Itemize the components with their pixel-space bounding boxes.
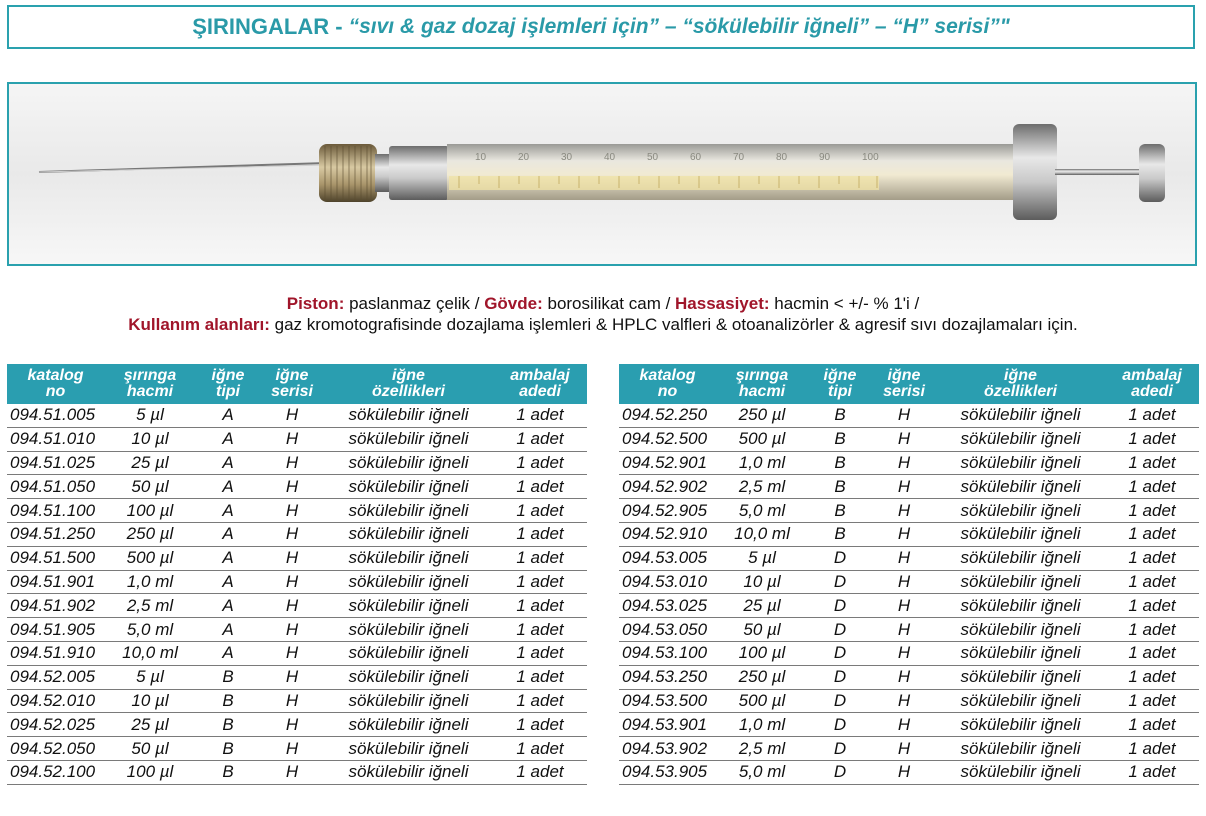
cell-needle-feature: sökülebilir iğneli	[324, 713, 493, 737]
cell-catalog-no: 094.53.500	[619, 689, 716, 713]
scale-label: 100	[862, 152, 879, 163]
usage-line	[0, 315, 1206, 335]
cell-needle-feature: sökülebilir iğneli	[324, 475, 493, 499]
table-row	[619, 570, 1199, 594]
cell-catalog-no: 094.51.100	[7, 499, 104, 523]
cell-needle-feature: sökülebilir iğneli	[324, 522, 493, 546]
cell-needle-type: A	[196, 522, 260, 546]
header-needle-series	[872, 364, 936, 404]
cell-package-qty: 1 adet	[493, 475, 587, 499]
cell-catalog-no: 094.52.010	[7, 689, 104, 713]
header-line: no	[657, 383, 678, 400]
cell-needle-feature: sökülebilir iğneli	[936, 427, 1105, 451]
header-line: katalog	[639, 367, 696, 384]
table-row	[7, 641, 587, 665]
cell-catalog-no: 094.52.050	[7, 737, 104, 761]
header-line: hacmi	[738, 383, 786, 400]
cell-needle-type: A	[196, 475, 260, 499]
cell-catalog-no: 094.53.250	[619, 665, 716, 689]
cell-syringe-volume: 250 µl	[716, 665, 808, 689]
cell-needle-series: H	[872, 427, 936, 451]
cell-needle-type: B	[808, 522, 872, 546]
scale-label: 50	[647, 152, 659, 163]
govde-value: borosilikat cam /	[542, 294, 676, 313]
cell-needle-type: A	[196, 499, 260, 523]
cell-syringe-volume: 25 µl	[104, 451, 196, 475]
cell-package-qty: 1 adet	[1105, 522, 1199, 546]
cell-syringe-volume: 250 µl	[104, 522, 196, 546]
hassasiyet-value: hacmin < +/- % 1'i /	[769, 294, 920, 313]
cell-needle-feature: sökülebilir iğneli	[936, 689, 1105, 713]
cell-catalog-no: 094.52.910	[619, 522, 716, 546]
header-row	[619, 364, 1199, 404]
cell-needle-feature: sökülebilir iğneli	[324, 427, 493, 451]
cell-needle-feature: sökülebilir iğneli	[936, 665, 1105, 689]
header-line: serisi	[883, 383, 925, 400]
header-line: adedi	[519, 383, 561, 400]
cell-needle-series: H	[872, 618, 936, 642]
cell-needle-feature: sökülebilir iğneli	[936, 618, 1105, 642]
cell-catalog-no: 094.52.005	[7, 665, 104, 689]
scale-label: 30	[561, 152, 573, 163]
table-row	[619, 594, 1199, 618]
cell-catalog-no: 094.52.901	[619, 451, 716, 475]
header-line: tipi	[828, 383, 852, 400]
cell-needle-series: H	[872, 404, 936, 427]
cell-package-qty: 1 adet	[1105, 427, 1199, 451]
cell-catalog-no: 094.51.050	[7, 475, 104, 499]
header-line: katalog	[27, 367, 84, 384]
cell-package-qty: 1 adet	[1105, 570, 1199, 594]
cell-needle-type: A	[196, 570, 260, 594]
cell-package-qty: 1 adet	[1105, 618, 1199, 642]
table-row	[7, 451, 587, 475]
cell-needle-feature: sökülebilir iğneli	[936, 522, 1105, 546]
cell-needle-series: H	[260, 689, 324, 713]
cell-needle-feature: sökülebilir iğneli	[324, 546, 493, 570]
table-row	[7, 546, 587, 570]
cell-needle-feature: sökülebilir iğneli	[324, 665, 493, 689]
cell-syringe-volume: 10 µl	[716, 570, 808, 594]
cell-syringe-volume: 100 µl	[716, 641, 808, 665]
cell-catalog-no: 094.53.901	[619, 713, 716, 737]
cell-catalog-no: 094.53.025	[619, 594, 716, 618]
cell-package-qty: 1 adet	[1105, 475, 1199, 499]
cell-needle-series: H	[260, 760, 324, 784]
cell-needle-series: H	[872, 570, 936, 594]
cell-needle-feature: sökülebilir iğneli	[324, 737, 493, 761]
cell-needle-series: H	[260, 451, 324, 475]
cell-package-qty: 1 adet	[1105, 689, 1199, 713]
table-row	[619, 475, 1199, 499]
table-row	[7, 618, 587, 642]
cell-needle-type: A	[196, 641, 260, 665]
header-line: ambalaj	[510, 367, 570, 384]
table-row	[619, 499, 1199, 523]
cell-package-qty: 1 adet	[493, 618, 587, 642]
cell-needle-feature: sökülebilir iğneli	[324, 570, 493, 594]
cell-package-qty: 1 adet	[1105, 451, 1199, 475]
header-needle-series	[260, 364, 324, 404]
table-row	[619, 618, 1199, 642]
table-row	[7, 594, 587, 618]
header-package-qty	[493, 364, 587, 404]
table-row	[7, 475, 587, 499]
cell-needle-feature: sökülebilir iğneli	[936, 475, 1105, 499]
header-line: şırınga	[123, 367, 177, 384]
cell-package-qty: 1 adet	[1105, 737, 1199, 761]
cell-package-qty: 1 adet	[493, 522, 587, 546]
cell-needle-type: B	[808, 475, 872, 499]
cell-package-qty: 1 adet	[1105, 499, 1199, 523]
header-line: ambalaj	[1122, 367, 1182, 384]
cell-needle-feature: sökülebilir iğneli	[324, 499, 493, 523]
cell-needle-feature: sökülebilir iğneli	[324, 594, 493, 618]
syringe-image	[9, 84, 1195, 264]
header-line: hacmi	[126, 383, 174, 400]
cell-syringe-volume: 5,0 ml	[716, 760, 808, 784]
cell-catalog-no: 094.53.905	[619, 760, 716, 784]
cell-needle-type: D	[808, 641, 872, 665]
cell-needle-series: H	[872, 641, 936, 665]
header-needle-type	[808, 364, 872, 404]
cell-catalog-no: 094.51.910	[7, 641, 104, 665]
cell-syringe-volume: 500 µl	[716, 427, 808, 451]
page-title: ŞIRINGALAR -	[192, 14, 343, 39]
table-row	[619, 451, 1199, 475]
cell-package-qty: 1 adet	[493, 451, 587, 475]
cell-package-qty: 1 adet	[493, 641, 587, 665]
cell-syringe-volume: 1,0 ml	[104, 570, 196, 594]
cell-needle-series: H	[872, 737, 936, 761]
cell-needle-type: A	[196, 451, 260, 475]
cell-package-qty: 1 adet	[1105, 665, 1199, 689]
cell-package-qty: 1 adet	[1105, 594, 1199, 618]
cell-needle-feature: sökülebilir iğneli	[936, 570, 1105, 594]
cell-needle-series: H	[260, 546, 324, 570]
cell-package-qty: 1 adet	[1105, 713, 1199, 737]
cell-needle-series: H	[872, 594, 936, 618]
cell-needle-feature: sökülebilir iğneli	[936, 594, 1105, 618]
cell-needle-type: B	[808, 427, 872, 451]
cell-needle-type: B	[196, 760, 260, 784]
cell-syringe-volume: 10,0 ml	[716, 522, 808, 546]
cell-syringe-volume: 2,5 ml	[716, 737, 808, 761]
scale-label: 70	[733, 152, 745, 163]
cell-package-qty: 1 adet	[493, 427, 587, 451]
cell-needle-type: D	[808, 594, 872, 618]
scale-label: 20	[518, 152, 530, 163]
cell-needle-type: D	[808, 689, 872, 713]
cell-needle-type: B	[196, 713, 260, 737]
cell-syringe-volume: 250 µl	[716, 404, 808, 427]
table-row	[619, 737, 1199, 761]
cell-needle-feature: sökülebilir iğneli	[324, 451, 493, 475]
scale-label: 60	[690, 152, 702, 163]
cell-catalog-no: 094.53.010	[619, 570, 716, 594]
page-subtitle: “sıvı & gaz dozaj işlemleri için” – “sökülebilir iğneli” – “H” serisi”"	[348, 15, 1010, 38]
cell-needle-series: H	[872, 451, 936, 475]
cell-syringe-volume: 5 µl	[104, 665, 196, 689]
cell-package-qty: 1 adet	[493, 737, 587, 761]
table-row	[7, 499, 587, 523]
header-syringe-volume	[716, 364, 808, 404]
cell-needle-type: A	[196, 404, 260, 427]
cell-needle-feature: sökülebilir iğneli	[324, 618, 493, 642]
header-line: özellikleri	[984, 383, 1057, 400]
cell-needle-feature: sökülebilir iğneli	[936, 404, 1105, 427]
table-row	[619, 546, 1199, 570]
cell-package-qty: 1 adet	[493, 689, 587, 713]
header-line: iğne	[211, 367, 245, 384]
piston-label: Piston:	[286, 294, 345, 313]
cell-needle-type: D	[808, 737, 872, 761]
header-needle-feature	[324, 364, 493, 404]
cell-needle-series: H	[260, 404, 324, 427]
header-needle-type	[196, 364, 260, 404]
page-title-box	[7, 5, 1195, 49]
cell-syringe-volume: 10 µl	[104, 427, 196, 451]
cell-package-qty: 1 adet	[1105, 760, 1199, 784]
cell-needle-type: D	[808, 760, 872, 784]
header-line: şırınga	[735, 367, 789, 384]
cell-syringe-volume: 2,5 ml	[104, 594, 196, 618]
cell-needle-series: H	[260, 641, 324, 665]
cell-syringe-volume: 50 µl	[104, 475, 196, 499]
table-row	[619, 641, 1199, 665]
cell-needle-series: H	[260, 427, 324, 451]
cell-catalog-no: 094.52.250	[619, 404, 716, 427]
header-line: iğne	[823, 367, 857, 384]
table-row	[7, 665, 587, 689]
cell-catalog-no: 094.51.010	[7, 427, 104, 451]
cell-package-qty: 1 adet	[493, 499, 587, 523]
table-row	[619, 665, 1199, 689]
header-line: iğne	[887, 367, 921, 384]
cell-needle-type: B	[196, 665, 260, 689]
header-line: özellikleri	[372, 383, 445, 400]
table-row	[619, 713, 1199, 737]
cell-syringe-volume: 50 µl	[104, 737, 196, 761]
table-row	[7, 713, 587, 737]
cell-needle-series: H	[260, 618, 324, 642]
header-package-qty	[1105, 364, 1199, 404]
cell-syringe-volume: 5,0 ml	[716, 499, 808, 523]
cell-package-qty: 1 adet	[493, 570, 587, 594]
cell-syringe-volume: 25 µl	[716, 594, 808, 618]
cell-package-qty: 1 adet	[493, 404, 587, 427]
cell-needle-feature: sökülebilir iğneli	[936, 760, 1105, 784]
cell-needle-feature: sökülebilir iğneli	[936, 713, 1105, 737]
cell-package-qty: 1 adet	[493, 665, 587, 689]
table-row	[7, 522, 587, 546]
piston-value: paslanmaz çelik /	[344, 294, 485, 313]
cell-syringe-volume: 5 µl	[104, 404, 196, 427]
cell-needle-feature: sökülebilir iğneli	[936, 451, 1105, 475]
cell-syringe-volume: 10 µl	[104, 689, 196, 713]
cell-syringe-volume: 2,5 ml	[716, 475, 808, 499]
header-row	[7, 364, 587, 404]
cell-needle-feature: sökülebilir iğneli	[936, 641, 1105, 665]
cell-syringe-volume: 1,0 ml	[716, 713, 808, 737]
header-line: no	[45, 383, 66, 400]
cell-syringe-volume: 100 µl	[104, 499, 196, 523]
header-syringe-volume	[104, 364, 196, 404]
cell-catalog-no: 094.52.500	[619, 427, 716, 451]
cell-catalog-no: 094.51.905	[7, 618, 104, 642]
cell-catalog-no: 094.51.901	[7, 570, 104, 594]
cell-needle-series: H	[260, 499, 324, 523]
table-row	[7, 427, 587, 451]
table-row	[619, 522, 1199, 546]
header-line: iğne	[275, 367, 309, 384]
cell-syringe-volume: 1,0 ml	[716, 451, 808, 475]
cell-needle-series: H	[260, 665, 324, 689]
header-line: tipi	[216, 383, 240, 400]
cell-needle-type: B	[808, 404, 872, 427]
cell-needle-type: B	[196, 737, 260, 761]
cell-needle-series: H	[872, 546, 936, 570]
cell-catalog-no: 094.52.100	[7, 760, 104, 784]
header-catalog-no	[619, 364, 716, 404]
table-row	[7, 737, 587, 761]
cell-needle-series: H	[260, 737, 324, 761]
kullanim-label: Kullanım alanları:	[128, 315, 270, 334]
cell-needle-series: H	[260, 570, 324, 594]
cell-needle-series: H	[872, 689, 936, 713]
kullanim-value: gaz kromotografisinde dozajlama işlemleri & HPLC valfleri & otoanalizörler & agresif sıvı dozajlamaları için.	[269, 315, 1078, 334]
cell-syringe-volume: 50 µl	[716, 618, 808, 642]
cell-needle-feature: sökülebilir iğneli	[324, 404, 493, 427]
cell-catalog-no: 094.51.500	[7, 546, 104, 570]
cell-catalog-no: 094.53.005	[619, 546, 716, 570]
cell-needle-series: H	[872, 665, 936, 689]
cell-catalog-no: 094.52.025	[7, 713, 104, 737]
table-row	[619, 404, 1199, 427]
cell-catalog-no: 094.51.902	[7, 594, 104, 618]
cell-needle-type: A	[196, 594, 260, 618]
cell-needle-feature: sökülebilir iğneli	[324, 689, 493, 713]
header-catalog-no	[7, 364, 104, 404]
cell-needle-type: B	[196, 689, 260, 713]
govde-label: Gövde:	[484, 294, 543, 313]
cell-catalog-no: 094.51.025	[7, 451, 104, 475]
cell-needle-type: B	[808, 451, 872, 475]
cell-needle-series: H	[260, 594, 324, 618]
cell-package-qty: 1 adet	[1105, 546, 1199, 570]
scale-label: 80	[776, 152, 788, 163]
cell-needle-feature: sökülebilir iğneli	[936, 546, 1105, 570]
table-row	[619, 689, 1199, 713]
cell-needle-series: H	[260, 475, 324, 499]
cell-catalog-no: 094.52.902	[619, 475, 716, 499]
cell-syringe-volume: 100 µl	[104, 760, 196, 784]
catalog-table-right	[619, 364, 1199, 785]
cell-catalog-no: 094.53.050	[619, 618, 716, 642]
cell-needle-series: H	[260, 522, 324, 546]
header-line: serisi	[271, 383, 313, 400]
cell-needle-feature: sökülebilir iğneli	[324, 760, 493, 784]
cell-needle-type: A	[196, 546, 260, 570]
header-needle-feature	[936, 364, 1105, 404]
cell-needle-series: H	[872, 475, 936, 499]
cell-needle-type: D	[808, 665, 872, 689]
cell-syringe-volume: 5 µl	[716, 546, 808, 570]
header-line: iğne	[1004, 367, 1037, 384]
cell-package-qty: 1 adet	[493, 546, 587, 570]
table-row	[619, 427, 1199, 451]
cell-catalog-no: 094.51.005	[7, 404, 104, 427]
cell-syringe-volume: 500 µl	[104, 546, 196, 570]
cell-catalog-no: 094.51.250	[7, 522, 104, 546]
cell-catalog-no: 094.53.902	[619, 737, 716, 761]
cell-needle-type: D	[808, 713, 872, 737]
hassasiyet-label: Hassasiyet:	[675, 294, 770, 313]
scale-label: 40	[604, 152, 616, 163]
cell-syringe-volume: 10,0 ml	[104, 641, 196, 665]
table-row	[7, 760, 587, 784]
table-row	[7, 570, 587, 594]
cell-needle-type: A	[196, 618, 260, 642]
cell-needle-type: B	[808, 499, 872, 523]
cell-package-qty: 1 adet	[493, 594, 587, 618]
cell-needle-series: H	[872, 713, 936, 737]
catalog-table-left	[7, 364, 587, 785]
product-image-frame	[7, 82, 1197, 266]
cell-needle-series: H	[872, 522, 936, 546]
cell-needle-feature: sökülebilir iğneli	[324, 641, 493, 665]
cell-catalog-no: 094.53.100	[619, 641, 716, 665]
cell-needle-feature: sökülebilir iğneli	[936, 737, 1105, 761]
spec-line	[0, 294, 1206, 314]
cell-needle-type: D	[808, 570, 872, 594]
cell-needle-series: H	[872, 760, 936, 784]
cell-needle-type: A	[196, 427, 260, 451]
scale-label: 90	[819, 152, 831, 163]
cell-syringe-volume: 5,0 ml	[104, 618, 196, 642]
cell-package-qty: 1 adet	[493, 760, 587, 784]
header-line: iğne	[392, 367, 425, 384]
cell-needle-series: H	[872, 499, 936, 523]
cell-package-qty: 1 adet	[1105, 641, 1199, 665]
cell-syringe-volume: 500 µl	[716, 689, 808, 713]
cell-package-qty: 1 adet	[493, 713, 587, 737]
scale-label: 10	[475, 152, 487, 163]
cell-syringe-volume: 25 µl	[104, 713, 196, 737]
cell-needle-type: D	[808, 618, 872, 642]
table-row	[7, 404, 587, 427]
table-row	[619, 760, 1199, 784]
table-row	[7, 689, 587, 713]
cell-needle-feature: sökülebilir iğneli	[936, 499, 1105, 523]
cell-package-qty: 1 adet	[1105, 404, 1199, 427]
cell-needle-series: H	[260, 713, 324, 737]
cell-needle-type: D	[808, 546, 872, 570]
cell-catalog-no: 094.52.905	[619, 499, 716, 523]
header-line: adedi	[1131, 383, 1173, 400]
